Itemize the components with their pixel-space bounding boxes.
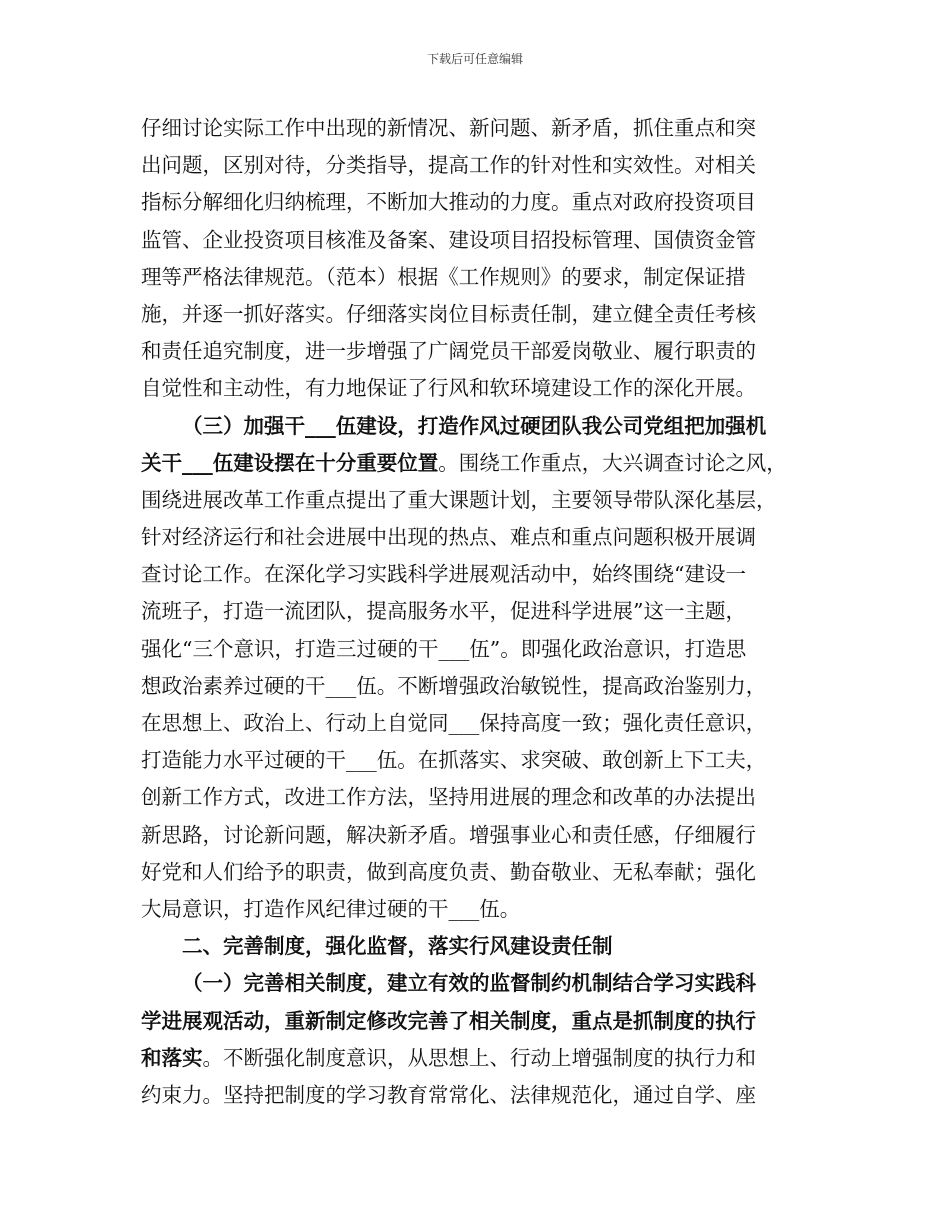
bold-heading-text: 学进展观活动，重新制定修改完善了相关制度，重点是抓制度的执行 bbox=[141, 1008, 756, 1033]
paragraph-text: 新思路，讨论新问题，解决新矛盾。增强事业心和责任感，仔细履行 bbox=[141, 822, 756, 847]
text-line bbox=[141, 705, 813, 742]
text-line bbox=[141, 1003, 813, 1040]
text-line bbox=[141, 742, 813, 779]
paragraph-text: 。不断强化制度意识，从思想上、行动上增强制度的执行力和 bbox=[202, 1045, 756, 1070]
text-line bbox=[141, 222, 813, 259]
bold-heading-text: 二、完善制度，强化监督，落实行风建设责任制 bbox=[182, 934, 613, 959]
text-line bbox=[141, 408, 813, 445]
paragraph-text: 指标分解细化归纳梳理，不断加大推动的力度。重点对政府投资项目 bbox=[141, 190, 756, 215]
paragraph-text: 围绕进展改革工作重点提出了重大课题计划，主要领导带队深化基层， bbox=[141, 487, 777, 512]
paragraph-text: 约束力。坚持把制度的学习教育常常化、法律规范化，通过自学、座 bbox=[141, 1082, 756, 1107]
bold-heading-text: （三）加强干___伍建设，打造作风过硬团队我公司党组把加强机 bbox=[182, 413, 767, 438]
text-line bbox=[141, 333, 813, 370]
text-line bbox=[141, 965, 813, 1002]
bold-heading-text: 关干___伍建设摆在十分重要位置 bbox=[141, 450, 439, 475]
paragraph-text: 好党和人们给予的职责，做到高度负责、勤奋敬业、无私奉献；强化 bbox=[141, 859, 756, 884]
text-line bbox=[141, 593, 813, 630]
text-line bbox=[141, 779, 813, 816]
paragraph-text: 仔细讨论实际工作中出现的新情况、新问题、新矛盾，抓住重点和突 bbox=[141, 116, 756, 140]
paragraph-text: 查讨论工作。在深化学习实践科学进展观活动中，始终围绕“建设一 bbox=[141, 562, 746, 587]
paragraph-text: 大局意识，打造作风纪律过硬的干___伍。 bbox=[141, 896, 521, 921]
text-line bbox=[141, 1040, 813, 1077]
text-line bbox=[141, 445, 813, 482]
bold-heading-text: 和落实 bbox=[141, 1045, 203, 1070]
text-line bbox=[141, 147, 813, 184]
paragraph-text: 出问题，区别对待，分类指导，提高工作的针对性和实效性。对相关 bbox=[141, 153, 756, 178]
text-line bbox=[141, 1077, 813, 1114]
paragraph-text: 施，并逐一抓好落实。仔细落实岗位目标责任制，建立健全责任考核 bbox=[141, 301, 756, 326]
text-line bbox=[141, 184, 813, 221]
text-line bbox=[141, 668, 813, 705]
page-header: 下载后可任意编辑 bbox=[426, 52, 523, 66]
text-line bbox=[141, 370, 813, 407]
paragraph-text: 自觉性和主动性，有力地保证了行风和软环境建设工作的深化开展。 bbox=[141, 376, 756, 401]
text-line bbox=[141, 928, 813, 965]
text-line bbox=[141, 854, 813, 891]
paragraph-text: 理等严格法律规范。（范本）根据《工作规则》的要求，制定保证措 bbox=[141, 264, 746, 289]
paragraph-text: 针对经济运行和社会进展中出现的热点、难点和重点问题积极开展调 bbox=[141, 525, 756, 550]
paragraph-text: 。围绕工作重点，大兴调查讨论之风， bbox=[438, 450, 787, 475]
paragraph-text: 和责任追究制度，进一步增强了广阔党员干部爱岗敬业、履行职责的 bbox=[141, 339, 756, 364]
paragraph-text: 在思想上、政治上、行动上自觉同___保持高度一致；强化责任意识， bbox=[141, 711, 767, 735]
bold-heading-text: （一）完善相关制度，建立有效的监督制约机制结合学习实践科 bbox=[182, 971, 756, 996]
text-line bbox=[141, 519, 813, 556]
text-line bbox=[141, 891, 813, 928]
text-line bbox=[141, 110, 813, 147]
body-text bbox=[141, 110, 813, 1114]
text-line bbox=[141, 817, 813, 854]
text-line bbox=[141, 259, 813, 296]
text-line bbox=[141, 631, 813, 668]
paragraph-text: 打造能力水平过硬的干___伍。在抓落实、求突破、敢创新上下工夫， bbox=[141, 748, 767, 773]
paragraph-text: 流班子，打造一流团队，提高服务水平，促进科学进展”这一主题， bbox=[141, 599, 746, 624]
paragraph-text: 创新工作方式，改进工作方法，坚持用进展的理念和改革的办法提出 bbox=[141, 785, 756, 810]
paragraph-text: 强化“三个意识，打造三过硬的干___伍”。即强化政治意识，打造思 bbox=[141, 636, 747, 661]
paragraph-text: 监管、企业投资项目核准及备案、建设项目招投标管理、国债资金管 bbox=[141, 227, 756, 252]
text-line bbox=[141, 296, 813, 333]
text-line bbox=[141, 556, 813, 593]
paragraph-text: 想政治素养过硬的干___伍。不断增强政治敏锐性，提高政治鉴别力， bbox=[141, 673, 767, 698]
text-line bbox=[141, 482, 813, 519]
